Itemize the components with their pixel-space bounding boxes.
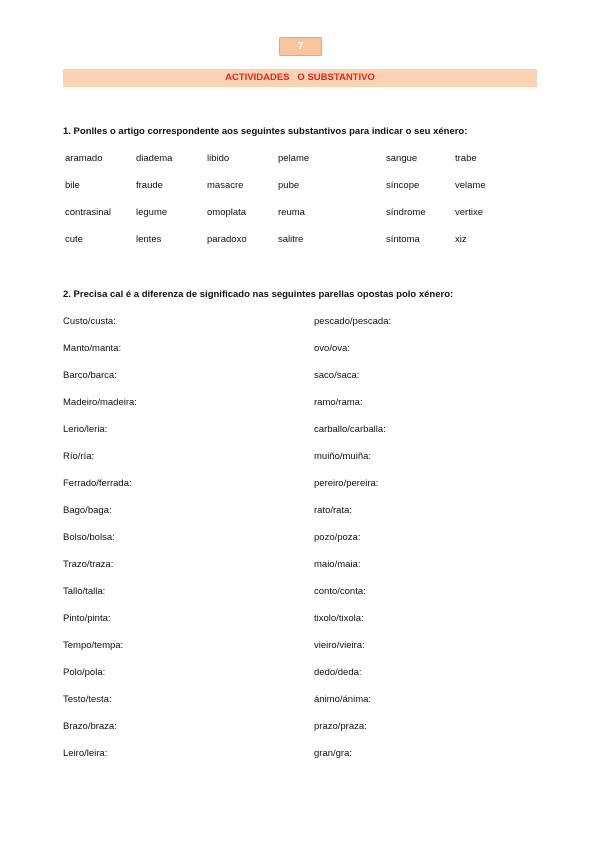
word-pair: ramo/rama: <box>314 397 363 408</box>
word-pair: Leiro/leira: <box>63 748 108 759</box>
word-pair: Bolso/bolsa: <box>63 532 115 543</box>
word-pairs-left-column <box>63 316 137 775</box>
word-pair: Manto/manta: <box>63 343 122 354</box>
word: aramado <box>65 153 103 164</box>
word-pair: Río/ría: <box>63 451 95 462</box>
word-pair: Ferrado/ferrada: <box>63 478 132 489</box>
word: diadema <box>136 153 173 164</box>
word-pair: Barco/barca: <box>63 370 117 381</box>
word-pair: Bago/baga: <box>63 505 112 516</box>
word: vertixe <box>455 207 483 218</box>
word-pair: pescado/pescada: <box>314 316 392 327</box>
question-1-title: 1. Ponlles o artigo correspondente aos seguintes substantivos para indicar o seu xénero: <box>63 126 468 137</box>
word-pair: tixolo/tixola: <box>314 613 364 624</box>
word: bile <box>65 180 80 191</box>
word-pair: Tallo/talla: <box>63 586 106 597</box>
word-pair: saco/saca: <box>314 370 360 381</box>
section-banner: ACTIVIDADES O SUBSTANTIVO <box>63 69 537 87</box>
word-pair: Trazo/traza: <box>63 559 114 570</box>
word: paradoxo <box>207 234 247 245</box>
word: síntoma <box>386 234 420 245</box>
page-number: 7 <box>279 37 322 56</box>
word-pair: pozo/poza: <box>314 532 361 543</box>
word: omoplata <box>207 207 247 218</box>
word: xiz <box>455 234 467 245</box>
word: sangue <box>386 153 418 164</box>
word-pair: Pinto/pinta: <box>63 613 111 624</box>
word-pair: rato/rata: <box>314 505 353 516</box>
word-pair: Lerio/leria: <box>63 424 108 435</box>
word: legume <box>136 207 168 218</box>
word-pair: Custo/custa: <box>63 316 116 327</box>
word-pair: dedo/deda: <box>314 667 362 678</box>
word-pair: ovo/ova: <box>314 343 350 354</box>
word-pair: Polo/pola: <box>63 667 106 678</box>
word: masacre <box>207 180 244 191</box>
word: síndrome <box>386 207 426 218</box>
word: salitre <box>278 234 304 245</box>
word: trabe <box>455 153 477 164</box>
word: cute <box>65 234 83 245</box>
word-pair: pereiro/pereira: <box>314 478 379 489</box>
word-row <box>65 234 545 261</box>
word-pair: vieiro/vieira: <box>314 640 365 651</box>
word: lentes <box>136 234 162 245</box>
word-pair: Testo/testa: <box>63 694 112 705</box>
word-pair: carballo/carballa: <box>314 424 386 435</box>
word: síncope <box>386 180 420 191</box>
word-row <box>65 153 545 180</box>
word: fraude <box>136 180 163 191</box>
word-pair: Tempo/tempa: <box>63 640 124 651</box>
word: pube <box>278 180 300 191</box>
word-pairs-right-column <box>314 316 391 775</box>
word: contrasinal <box>65 207 111 218</box>
word-row <box>65 180 545 207</box>
word-row <box>65 207 545 234</box>
word: pelame <box>278 153 310 164</box>
word: reuma <box>278 207 305 218</box>
word: libido <box>207 153 230 164</box>
word-pair: gran/gra: <box>314 748 353 759</box>
question-2-title: 2. Precisa cal é a diferenza de significado nas seguintes parellas opostas polo xénero: <box>63 289 454 300</box>
word-pair: conto/conta: <box>314 586 366 597</box>
noun-word-grid <box>65 153 545 261</box>
word-pair: ánimo/ánima: <box>314 694 372 705</box>
word-pair: prazo/praza: <box>314 721 367 732</box>
word-pair: Brazo/braza: <box>63 721 117 732</box>
word-pair: maio/maia: <box>314 559 361 570</box>
word: velame <box>455 180 486 191</box>
word-pair: muiño/muiña: <box>314 451 372 462</box>
word-pair: Madeiro/madeira: <box>63 397 137 408</box>
